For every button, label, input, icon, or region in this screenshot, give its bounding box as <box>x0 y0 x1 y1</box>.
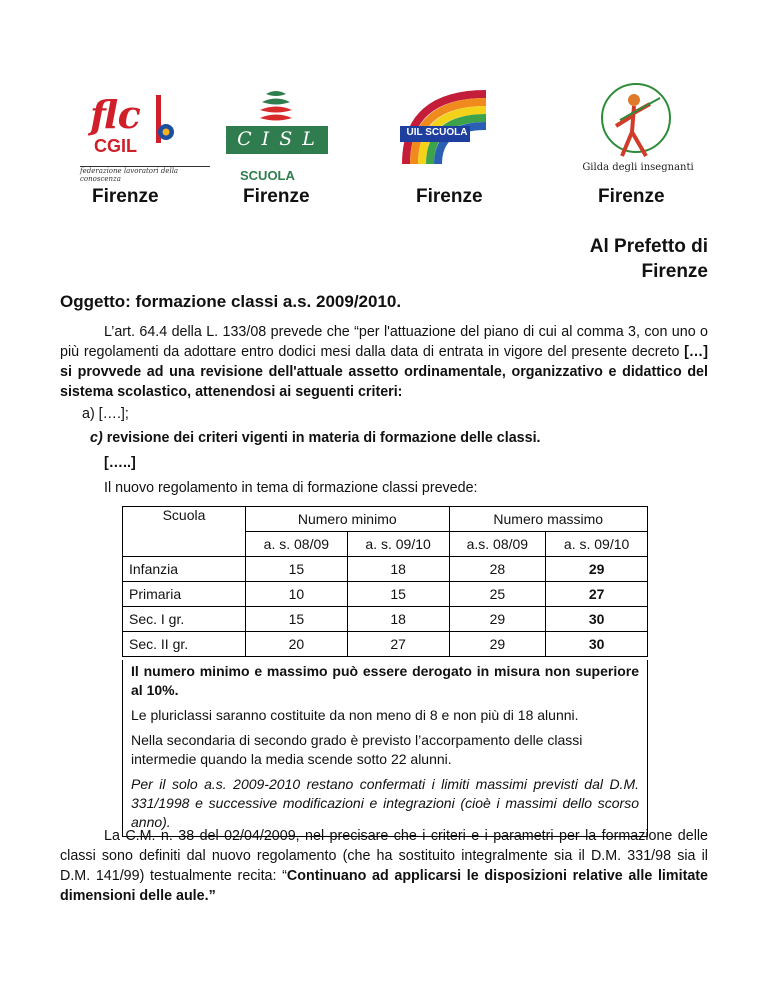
flc-caption: federazione lavoratori della conoscenza <box>80 166 210 183</box>
cell: 10 <box>246 582 348 607</box>
closing-text: La C.M. n. 38 del 02/04/2009, nel precisare che i criteri e i parametri per la formazione delle classi sono definiti dal nuovo regolamento (che ha sostituito integralmente sia il D.M. 331/98 sia il D.M. 141/99) testualmente recita: “ <box>60 828 708 884</box>
item-c-label: c) <box>90 430 103 446</box>
closing-paragraph <box>60 826 708 906</box>
cisl-scuola-label: SCUOLA <box>240 168 295 183</box>
cell: 30 <box>546 607 648 632</box>
subheader-min-0809: a. s. 08/09 <box>246 532 348 557</box>
row-school: Infanzia <box>123 557 246 582</box>
ellipsis: […..] <box>104 455 136 471</box>
note-pluriclassi: Le pluriclassi saranno costituite da non meno di 8 e non più di 18 alunni. <box>131 707 579 723</box>
subheader-min-0910: a. s. 09/10 <box>347 532 449 557</box>
intro-text: L’art. 64.4 della L. 133/08 prevede che “per l'attuazione del piano di cui al comma 3, con uno o più regolamenti da adottare entro dodici mesi dalla data di entrata in vigore del presente decreto <box>60 324 708 360</box>
subheader-max-0809: a.s. 08/09 <box>449 532 546 557</box>
uil-scuola-logo <box>396 84 496 172</box>
note-secondaria: Nella secondaria di secondo grado è previsto l’accorpamento delle classi intermedie quando la media scende sotto 22 alunni. <box>131 732 583 767</box>
item-c <box>90 430 541 446</box>
table-row <box>123 607 648 632</box>
cell: 29 <box>449 607 546 632</box>
header-scuola: Scuola <box>123 507 246 557</box>
flc-cgil-logo <box>80 90 210 183</box>
city-label-2: Firenze <box>243 186 310 207</box>
closing-quote: Continuano ad applicarsi le disposizioni relative alle limitate dimensioni delle aule. <box>60 868 708 904</box>
cell: 27 <box>347 632 449 657</box>
gilda-logo <box>582 80 694 180</box>
gilda-caption: Gilda degli insegnanti <box>582 162 694 173</box>
table-row <box>123 582 648 607</box>
city-label-1: Firenze <box>92 186 159 207</box>
cell: 18 <box>347 557 449 582</box>
cisl-logo <box>226 86 328 186</box>
cell: 20 <box>246 632 348 657</box>
svg-text:CGIL: CGIL <box>94 136 137 156</box>
recipient-line-1: Al Prefetto di <box>589 236 708 257</box>
closing-end: ” <box>208 888 216 904</box>
svg-text:flc: flc <box>90 92 141 137</box>
table-intro: Il nuovo regolamento in tema di formazione classi prevede: <box>104 480 478 496</box>
cisl-mark: C I S L <box>237 128 317 150</box>
recipient-line-2: Firenze <box>641 261 708 282</box>
recipient-block <box>590 234 708 284</box>
city-label-4: Firenze <box>598 186 665 207</box>
subject-line: Oggetto: formazione classi a.s. 2009/2010. <box>60 292 402 311</box>
note-2009-2010: Per il solo a.s. 2009-2010 restano confermati i limiti massimi previsti dal D.M. 331/1998 e successive modificazioni e integrazioni (cioè i massimi dello scorso anno). <box>131 776 639 830</box>
table-row <box>123 632 648 657</box>
cell: 18 <box>347 607 449 632</box>
table-row <box>123 557 648 582</box>
class-size-table <box>122 506 648 657</box>
cell: 15 <box>246 607 348 632</box>
intro-paragraph <box>60 322 708 402</box>
city-label-3: Firenze <box>416 186 483 207</box>
cell: 29 <box>449 632 546 657</box>
gilda-figure-icon <box>586 80 686 166</box>
notes-box <box>122 660 648 837</box>
cell: 29 <box>546 557 648 582</box>
intro-bold-text: si provvede ad una revisione dell'attuale assetto ordinamentale, organizzativo e didattico del sistema scolastico, attenendosi ai seguenti criteri: <box>60 364 708 400</box>
row-school: Sec. II gr. <box>123 632 246 657</box>
header-numero-minimo: Numero minimo <box>246 507 450 532</box>
header-numero-massimo: Numero massimo <box>449 507 648 532</box>
item-c-text: revisione dei criteri vigenti in materia di formazione delle classi. <box>102 430 541 446</box>
cell: 25 <box>449 582 546 607</box>
uil-mark: UIL SCUOLA <box>406 127 468 138</box>
cell: 30 <box>546 632 648 657</box>
row-school: Primaria <box>123 582 246 607</box>
cell: 27 <box>546 582 648 607</box>
item-a: a) [….]; <box>82 406 129 422</box>
row-school: Sec. I gr. <box>123 607 246 632</box>
cell: 15 <box>246 557 348 582</box>
cell: 28 <box>449 557 546 582</box>
note-deroga: Il numero minimo e massimo può essere derogato in misura non superiore al 10%. <box>131 663 639 698</box>
subheader-max-0910: a. s. 09/10 <box>546 532 648 557</box>
cell: 15 <box>347 582 449 607</box>
intro-bracket: […] <box>684 344 708 360</box>
